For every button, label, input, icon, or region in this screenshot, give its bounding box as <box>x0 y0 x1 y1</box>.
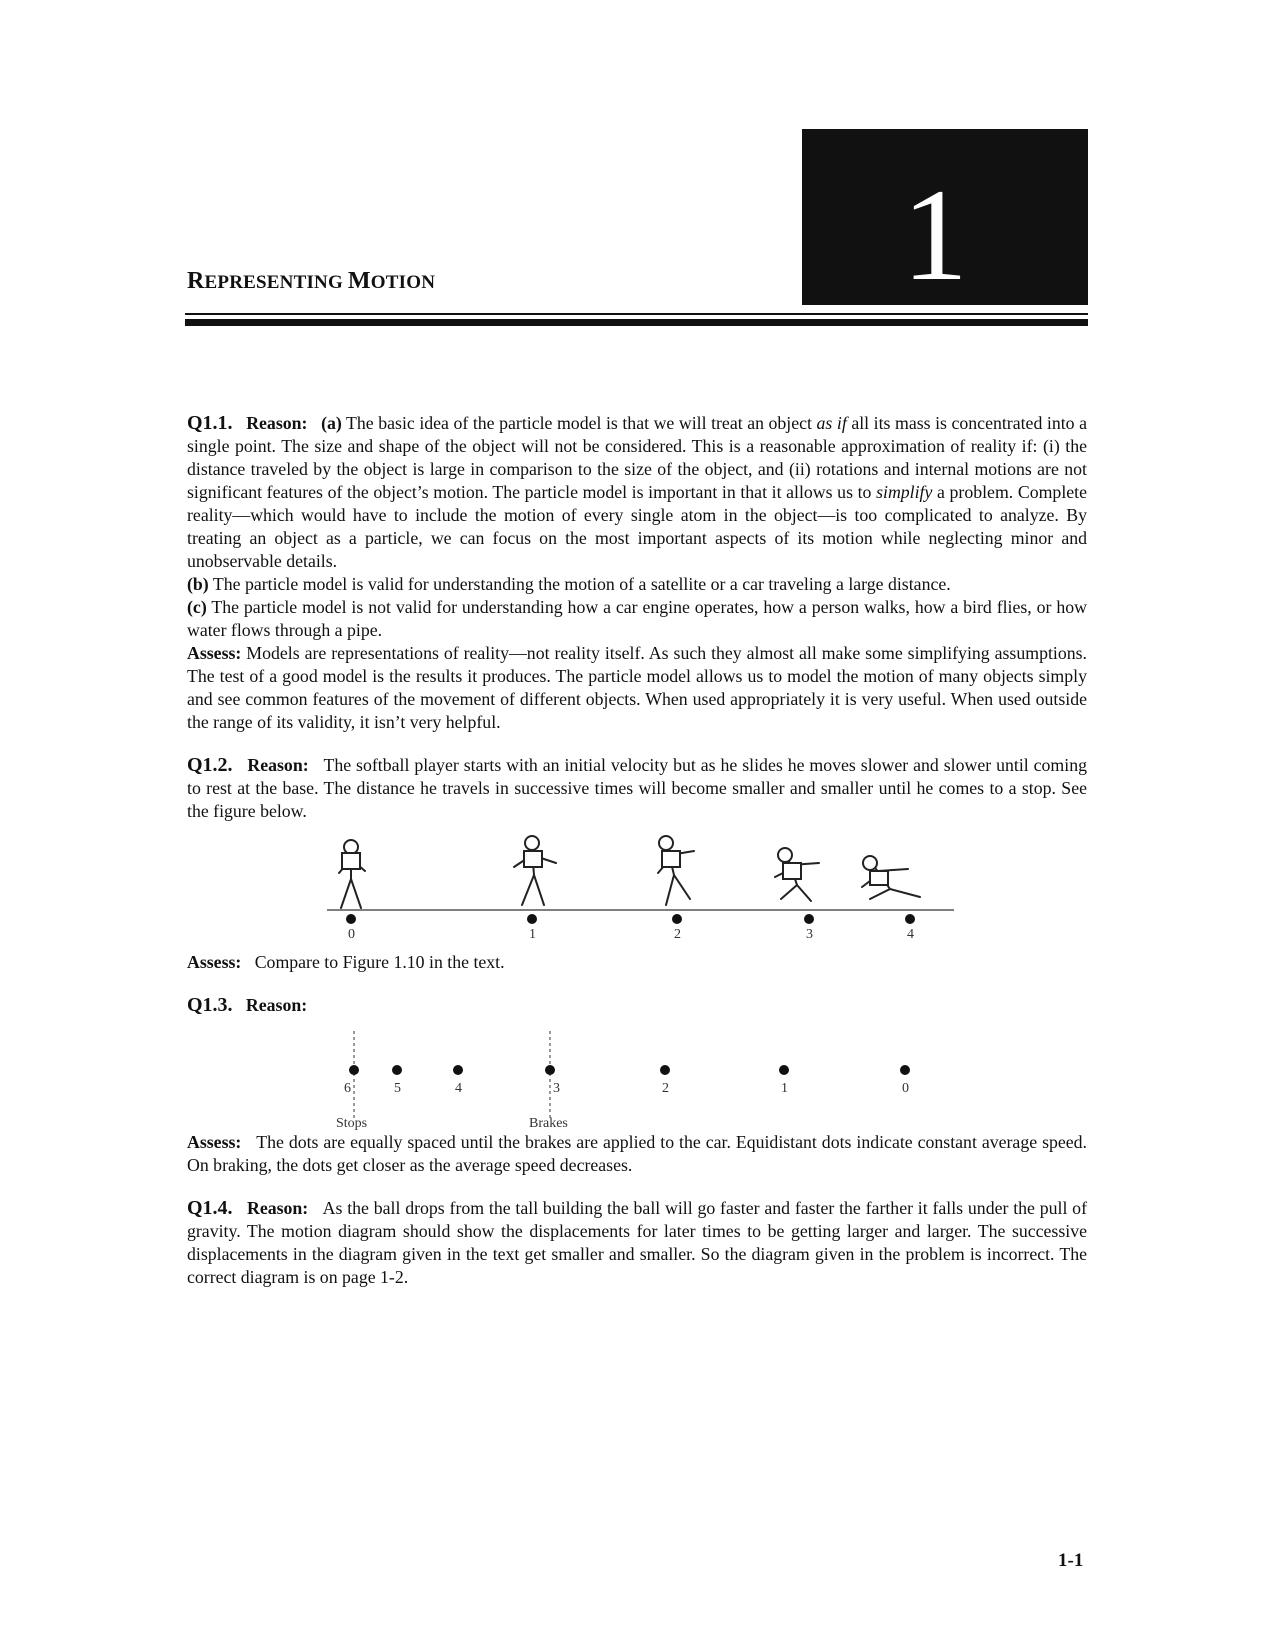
q1-2-reason <box>187 754 1087 823</box>
q1-3-reason <box>187 994 1087 1017</box>
q1-3-assess <box>187 1131 1087 1177</box>
q1-2-assess-text: Compare to Figure 1.10 in the text. <box>254 952 505 972</box>
motion-dot <box>545 1065 555 1075</box>
q1-1-assess <box>187 642 1087 734</box>
dot-label: 2 <box>674 927 681 941</box>
dot-label: 5 <box>394 1081 401 1096</box>
q1-1-b-text: The particle model is valid for understanding the motion of a satellite or a car traveling a large distance. <box>208 574 951 594</box>
q1-2-label: Q1.2. <box>187 754 233 776</box>
q1-2-assess <box>187 951 1087 974</box>
q1-3-reason-label: Reason: <box>245 995 308 1015</box>
chapter-number-box <box>802 129 1088 308</box>
header-rule-thin <box>185 313 1088 315</box>
motion-dot <box>905 914 915 924</box>
page-number: 1-1 <box>1058 1550 1084 1571</box>
chapter-title-cap-2: M <box>347 268 371 294</box>
q1-4-label: Q1.4. <box>187 1197 233 1219</box>
motion-dot <box>672 914 682 924</box>
motion-dot <box>900 1065 910 1075</box>
q1-1-assess-text: Models are representations of reality—not reality itself. As such they almost all make some simplifying assumptions. The test of a good model is the results it produces. The particle model allows us to model the motion of many objects simply and see common features of the movement of different objects. When used appropriately it is very useful. When used outside the range of its validity, it isn’t very helpful. <box>187 643 1087 732</box>
dot-label: 4 <box>907 927 914 941</box>
chapter-title <box>187 268 435 295</box>
q1-1-a-text-3: a problem. Complete reality—which would have to include the motion of every single atom in the object—is too complicated to analyze. By treating an object as a particle, we can focus on the most important aspects of its motion while neglecting minor and unobservable details. <box>187 482 1087 571</box>
q1-1-paragraph-b <box>187 573 1087 596</box>
q1-4-reason-label: Reason: <box>246 1198 309 1218</box>
motion-dot <box>392 1065 402 1075</box>
page-content <box>187 412 1087 1289</box>
q1-3-label: Q1.3. <box>187 994 233 1016</box>
q1-3-assess-text: The dots are equally spaced until the brakes are applied to the car. Equidistant dots indicate constant average speed. On braking, the dots get closer as the average speed decreases. <box>187 1132 1087 1175</box>
q1-2-reason-text: The softball player starts with an initial velocity but as he slides he moves slower and slower until coming to rest at the base. The distance he travels in successive times will become smaller and smaller until he comes to a stop. See the figure below. <box>187 755 1087 821</box>
q1-4-reason <box>187 1197 1087 1289</box>
dot-label: 3 <box>806 927 813 941</box>
player-figure <box>862 856 920 899</box>
dot-label: 2 <box>662 1081 669 1096</box>
player-figure <box>775 848 819 901</box>
motion-dot <box>660 1065 670 1075</box>
q1-1-part-a-label: (a) <box>321 413 342 433</box>
dot-label: 6 <box>344 1081 351 1096</box>
q1-1-a-emphasis-2: simplify <box>876 482 933 502</box>
dot-label: 1 <box>529 927 536 941</box>
motion-dot <box>527 914 537 924</box>
motion-dot <box>804 914 814 924</box>
chapter-title-rest-2: OTION <box>370 272 436 293</box>
dot-label: 3 <box>553 1081 560 1096</box>
stops-label: Stops <box>336 1116 368 1131</box>
q1-2-reason-label: Reason: <box>247 755 309 775</box>
motion-dot <box>346 914 356 924</box>
q1-1-label: Q1.1. <box>187 412 233 434</box>
dot-label: 0 <box>348 927 355 941</box>
dot-label: 0 <box>902 1081 909 1096</box>
q1-1-a-text-1: The basic idea of the particle model is that we will treat an object <box>341 413 817 433</box>
dot-label: 1 <box>781 1081 788 1096</box>
player-figure <box>514 836 556 905</box>
q1-2-motion-diagram <box>327 833 957 941</box>
q1-1-c-text: The particle model is not valid for understanding how a car engine operates, how a person walks, how a bird flies, or how water flows through a pipe. <box>187 597 1087 640</box>
q1-3-motion-diagram <box>322 1031 942 1131</box>
q1-1-a-text-2: all its mass is concentrated into a single point. The size and shape of the object will not be considered. This is a reasonable approximation of reality if: (i) the distance traveled by the object is large in comparison to the size of the object, and (ii) rotations and internal motions are not significant features of the object’s motion. The particle model is important in that it allows us to <box>187 413 1087 502</box>
chapter-title-rest-1: EPRESENTING <box>204 272 348 293</box>
motion-dot <box>453 1065 463 1075</box>
q1-1-reason-label: Reason: <box>246 413 308 433</box>
q1-3-assess-label: Assess: <box>187 1132 242 1152</box>
header-rule-thick <box>185 319 1088 326</box>
q1-4-reason-text: As the ball drops from the tall building the ball will go faster and faster the farther it falls under the pull of gravity. The motion diagram should show the displacements for later times to be getting larger and larger. The successive displacements in the diagram given in the text get smaller and smaller. So the diagram given in the problem is incorrect. The correct diagram is on page 1-2. <box>187 1198 1087 1287</box>
q1-1-paragraph-a <box>187 412 1087 573</box>
q1-1-assess-label: Assess: <box>187 643 242 663</box>
brakes-label: Brakes <box>529 1116 568 1131</box>
motion-dot <box>779 1065 789 1075</box>
chapter-number: 1 <box>902 161 968 308</box>
chapter-title-cap-1: R <box>187 268 205 294</box>
q1-2-assess-label: Assess: <box>187 952 242 972</box>
dot-label: 4 <box>455 1081 462 1096</box>
q1-1-part-b-label: (b) <box>187 574 209 594</box>
player-figure <box>339 840 365 908</box>
motion-dot <box>349 1065 359 1075</box>
player-figure <box>658 836 694 905</box>
q1-1-a-emphasis-1: as if <box>816 413 847 433</box>
q1-1-part-c-label: (c) <box>187 597 207 617</box>
q1-1-paragraph-c <box>187 596 1087 642</box>
